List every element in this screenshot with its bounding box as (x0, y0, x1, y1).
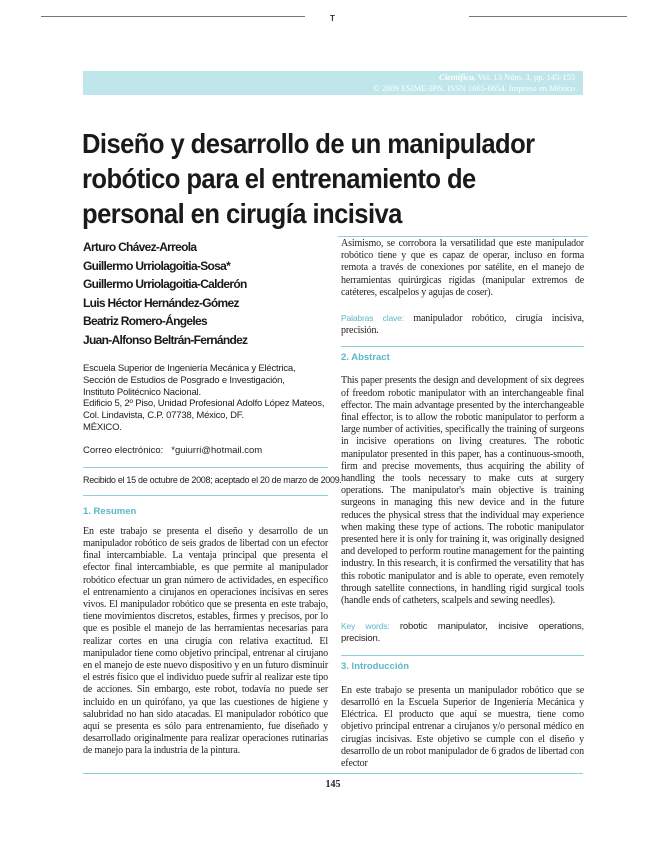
affiliation-line: Col. Lindavista, C.P. 07738, México, DF. (83, 410, 244, 422)
resumen-paragraph: En este trabajo se presenta el diseño y desarrollo de un manipulador robótico de seis grados de libertad con un efector final intercambiable. La ventaja principal que presenta el efector final intercambiable, es que permite al manipulador robótico efectuar un gran número de actividades, en específico el entrenamiento a cirujanos en operaciones incisivas en seres vivos. El manipulador robótico que se presenta en este trabajo, tiene movimientos discretos, estables, firmes y precisos, por lo que es posible el manejo de las herramientas necesarias para realizar cortes en una cirugía con relativa exactitud. El manipulador tiene como objetivo principal, entrenar al cirujano en el manejo de este nuevo dispositivo y en un futuro disminuir el estrés físico que el individuo puede sufrir al realizar este tipo de acciones. Sin embargo, este robot, todavía no puede ser incluido en un quirófano, ya que las cuestiones de higiene y salubridad no han sido atacadas. El manipulador robótico que aquí se presenta es sólo para entrenamiento, fue diseñado y desarrollado originalmente para realizar operaciones rutinarias de manejo para la industria de la pintura. (83, 525, 328, 757)
header-rule-right (469, 16, 627, 17)
journal-banner (83, 71, 583, 95)
journal-issue: Vol. 13 Núm. 3, pp. 145-155 (477, 72, 575, 82)
keywords-text: robotic manipulator, incisive operations, precision. (341, 621, 584, 645)
palabras-clave-text: manipulador robótico, cirugía incisiva, precisión. (341, 313, 585, 337)
header-mark: T (330, 14, 335, 23)
journal-name: Científica, (439, 72, 476, 82)
palabras-clave-label: Palabras clave: (341, 313, 404, 324)
email-line (83, 445, 328, 457)
affiliation-line: Instituto Politécnico Nacional. (83, 386, 201, 398)
journal-copyright: © 2009 ESIME-IPN. ISSN 1665-0654. Impreso en México (373, 83, 575, 93)
affiliation-line: MÉXICO. (83, 421, 122, 433)
author-name: Beatriz Romero-Ángeles (83, 314, 207, 328)
introduccion-paragraph: En este trabajo se presenta un manipulador robótico que se desarrolló en la Escuela Superior de Ingeniería Mecánica y Eléctrica. El producto que aquí se muestra, tiene como objetivo principal entrenar a cirujanos y/o personal médico en cirugías incisivas. Este objetivo se cumple con el diseño y desarrollo de un robot manipulador de 6 grados de libertad con efector (341, 684, 584, 769)
author-name: Guillermo Urriolagoitia-Calderón (83, 277, 247, 291)
page-number: 145 (325, 779, 341, 790)
resumen-continued-paragraph: Asimismo, se corrobora la versatilidad que este manipulador robótico tiene y que es capaz de operar, incluso en forma remota a través de conexiones por satélite, en el manejo de herramientas quirúrgicas rígidas (manipular extremos de catéteres, escalpelos y agujas de coser). (341, 238, 584, 298)
email-label: Correo electrónico: (83, 444, 164, 456)
left-column (83, 238, 342, 758)
separator-rule (83, 467, 328, 468)
palabras-clave (341, 312, 584, 337)
affiliation-line: Edificio 5, 2º Piso, Unidad Profesional Adolfo López Mateos, (83, 398, 325, 410)
abstract-paragraph: This paper presents the design and development of six degrees of freedom robotic manipulator with an interchangeable final effector. The main advantage presented by the interchangeable final effector, is to allow the robotic manipulator to perform a large number of activities, specifically the training of surgeons in incisive operations on living creatures. The robotic manipulator presented in this paper, has a continuous-smooth, firm and precise movements, thus acquiring the ability of handling the tools necessary to make cuts at surgery operations. The manipulator's main objective is training surgeons in managing this new device and in the future reduces the physical stress that the individual may experience when making these type of actions. The robotic manipulator presented here it is only for training it, was originally designed and developed to perform routine management for the painting industry. In this research, it is confirmed the versatility that has this robotic manipulator and is able to operate, even remotely through satellite connections, in handling rigid surgical tools (handle ends of catheters, scalpels and sewing needles). (341, 375, 584, 607)
footer-rule (83, 773, 583, 774)
section-heading-introduccion: 3. Introducción (341, 660, 410, 672)
section-heading-abstract: 2. Abstract (341, 352, 390, 364)
affiliation (83, 363, 328, 434)
email-address[interactable]: *guiurri@hotmail.com (171, 444, 263, 456)
affiliation-line: Sección de Estudios de Posgrado e Investigación, (83, 374, 285, 386)
affiliation-line: Escuela Superior de Ingeniería Mecánica y Eléctrica, (83, 363, 296, 374)
author-list (83, 238, 328, 349)
author-name: Juan-Alfonso Beltrán-Fernández (83, 332, 248, 347)
separator-rule (83, 495, 328, 496)
right-column (341, 238, 584, 770)
separator-rule (341, 655, 584, 656)
keywords-label: Key words: (341, 621, 390, 632)
keywords (341, 620, 584, 645)
header-rule-left (41, 16, 305, 17)
separator-rule (341, 346, 584, 347)
author-name: Luis Héctor Hernández-Gómez (83, 295, 239, 310)
title-rule (338, 236, 588, 237)
author-name: Guillermo Urriolagoitia-Sosa* (83, 258, 231, 273)
journal-citation (83, 72, 575, 83)
article-title: Diseño y desarrollo de un manipulador robótico para el entrenamiento de personal en cirugía incisiva (82, 128, 535, 229)
received-date: Recibido el 15 de octubre de 2008; aceptado el 20 de marzo de 2009. (83, 474, 342, 485)
section-heading-resumen: 1. Resumen (83, 505, 137, 517)
author-name: Arturo Chávez-Arreola (83, 240, 197, 254)
